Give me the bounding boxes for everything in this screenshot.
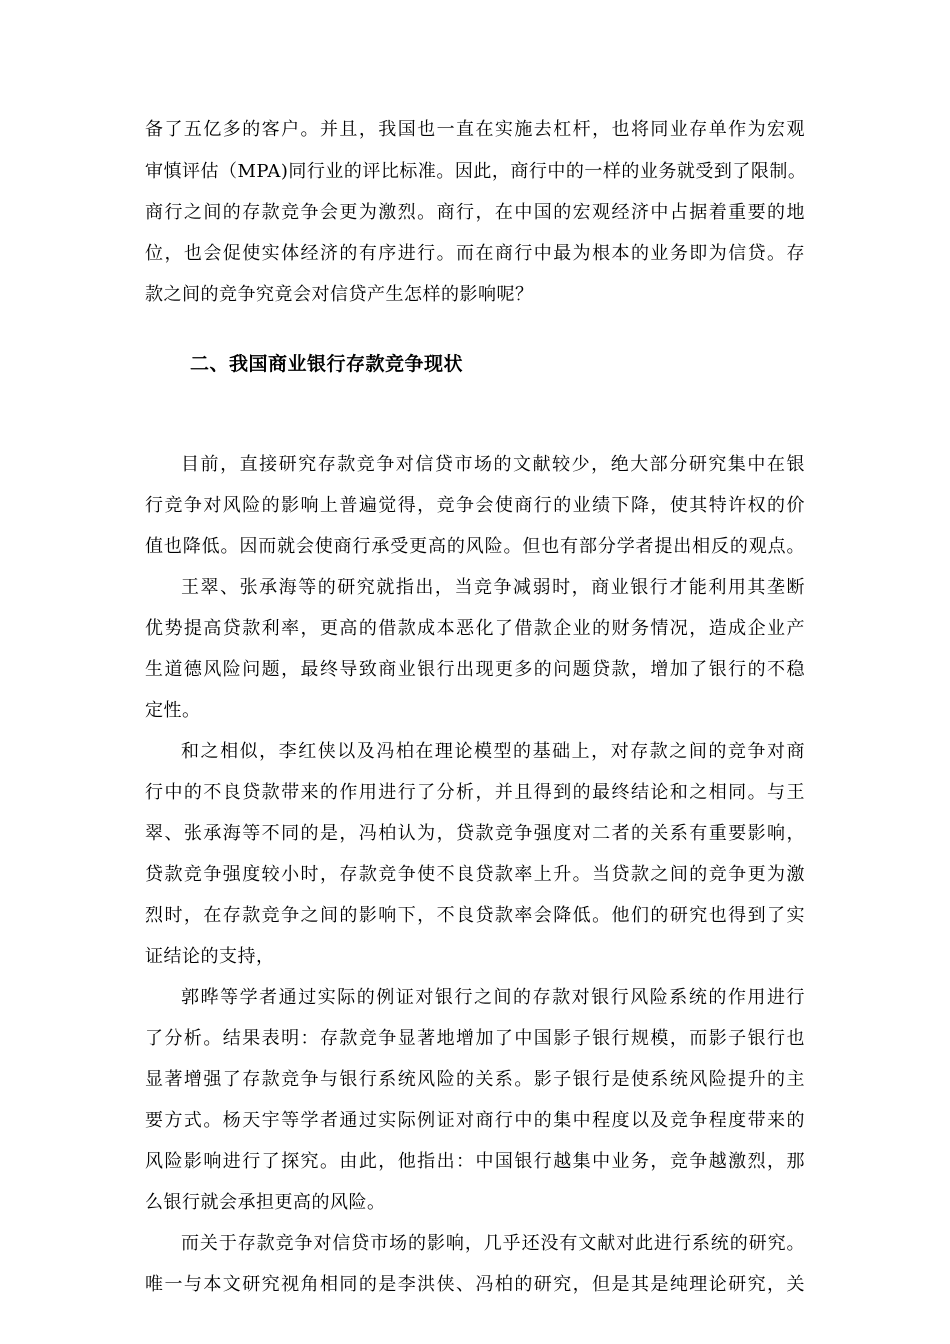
paragraph-line: 证结论的支持， [145, 946, 275, 967]
paragraph-line: 翠、张承海等不同的是，冯柏认为，贷款竞争强度对二者的关系有重要影响， [145, 823, 805, 844]
paragraph-line: 要方式。杨天宇等学者通过实际例证对商行中的集中程度以及竞争程度带来的 [145, 1110, 805, 1131]
paragraph-line: 风险影响进行了探究。由此，他指出：中国银行越集中业务，竞争越激烈，那 [145, 1151, 805, 1172]
section-heading: 二、我国商业银行存款竞争现状 [190, 353, 464, 375]
paragraph-line: 了分析。结果表明：存款竞争显著地增加了中国影子银行规模，而影子银行也 [145, 1028, 805, 1049]
paragraph-line: 行竞争对风险的影响上普遍觉得，竞争会使商行的业绩下降，使其特许权的价 [145, 495, 805, 516]
paragraph-line: 显著增强了存款竞争与银行系统风险的关系。影子银行是使系统风险提升的主 [145, 1069, 805, 1090]
paragraph-line: 值也降低。因而就会使商行承受更高的风险。但也有部分学者提出相反的观点。 [145, 536, 805, 557]
paragraph-line: 位，也会促使实体经济的有序进行。而在商行中最为根本的业务即为信贷。存 [145, 243, 805, 264]
paragraph-line: 么银行就会承担更高的风险。 [145, 1192, 386, 1213]
paragraph-line: 王翠、张承海等的研究就指出，当竞争减弱时，商业银行才能利用其垄断 [181, 577, 805, 598]
paragraph-line: 审慎评估（MPA)同行业的评比标准。因此，商行中的一样的业务就受到了限制。 [145, 161, 807, 182]
paragraph-line: 郭晔等学者通过实际的例证对银行之间的存款对银行风险系统的作用进行 [181, 987, 805, 1008]
paragraph-line: 款之间的竞争究竟会对信贷产生怎样的影响呢？ [145, 284, 534, 305]
paragraph-line: 烈时，在存款竞争之间的影响下，不良贷款率会降低。他们的研究也得到了实 [145, 905, 805, 926]
paragraph-line: 目前，直接研究存款竞争对信贷市场的文献较少，绝大部分研究集中在银 [181, 454, 805, 475]
paragraph-line: 优势提高贷款利率，更高的借款成本恶化了借款企业的财务情况，造成企业产 [145, 618, 805, 639]
paragraph-line: 商行之间的存款竞争会更为激烈。商行，在中国的宏观经济中占据着重要的地 [145, 202, 805, 223]
paragraph-line: 定性。 [145, 700, 201, 721]
paragraph-line: 行中的不良贷款带来的作用进行了分析，并且得到的最终结论和之相同。与王 [145, 782, 805, 803]
paragraph-line: 贷款竞争强度较小时，存款竞争使不良贷款率上升。当贷款之间的竞争更为激 [145, 864, 805, 885]
paragraph-line: 而关于存款竞争对信贷市场的影响，几乎还没有文献对此进行系统的研究。 [181, 1233, 805, 1254]
paragraph-line: 备了五亿多的客户。并且，我国也一直在实施去杠杆，也将同业存单作为宏观 [145, 119, 805, 140]
paragraph-line: 唯一与本文研究视角相同的是李洪侠、冯柏的研究，但是其是纯理论研究，关 [145, 1274, 805, 1295]
paragraph-line: 和之相似，李红侠以及冯柏在理论模型的基础上，对存款之间的竞争对商 [181, 741, 805, 762]
paragraph-line: 生道德风险问题，最终导致商业银行出现更多的问题贷款，增加了银行的不稳 [145, 659, 805, 680]
